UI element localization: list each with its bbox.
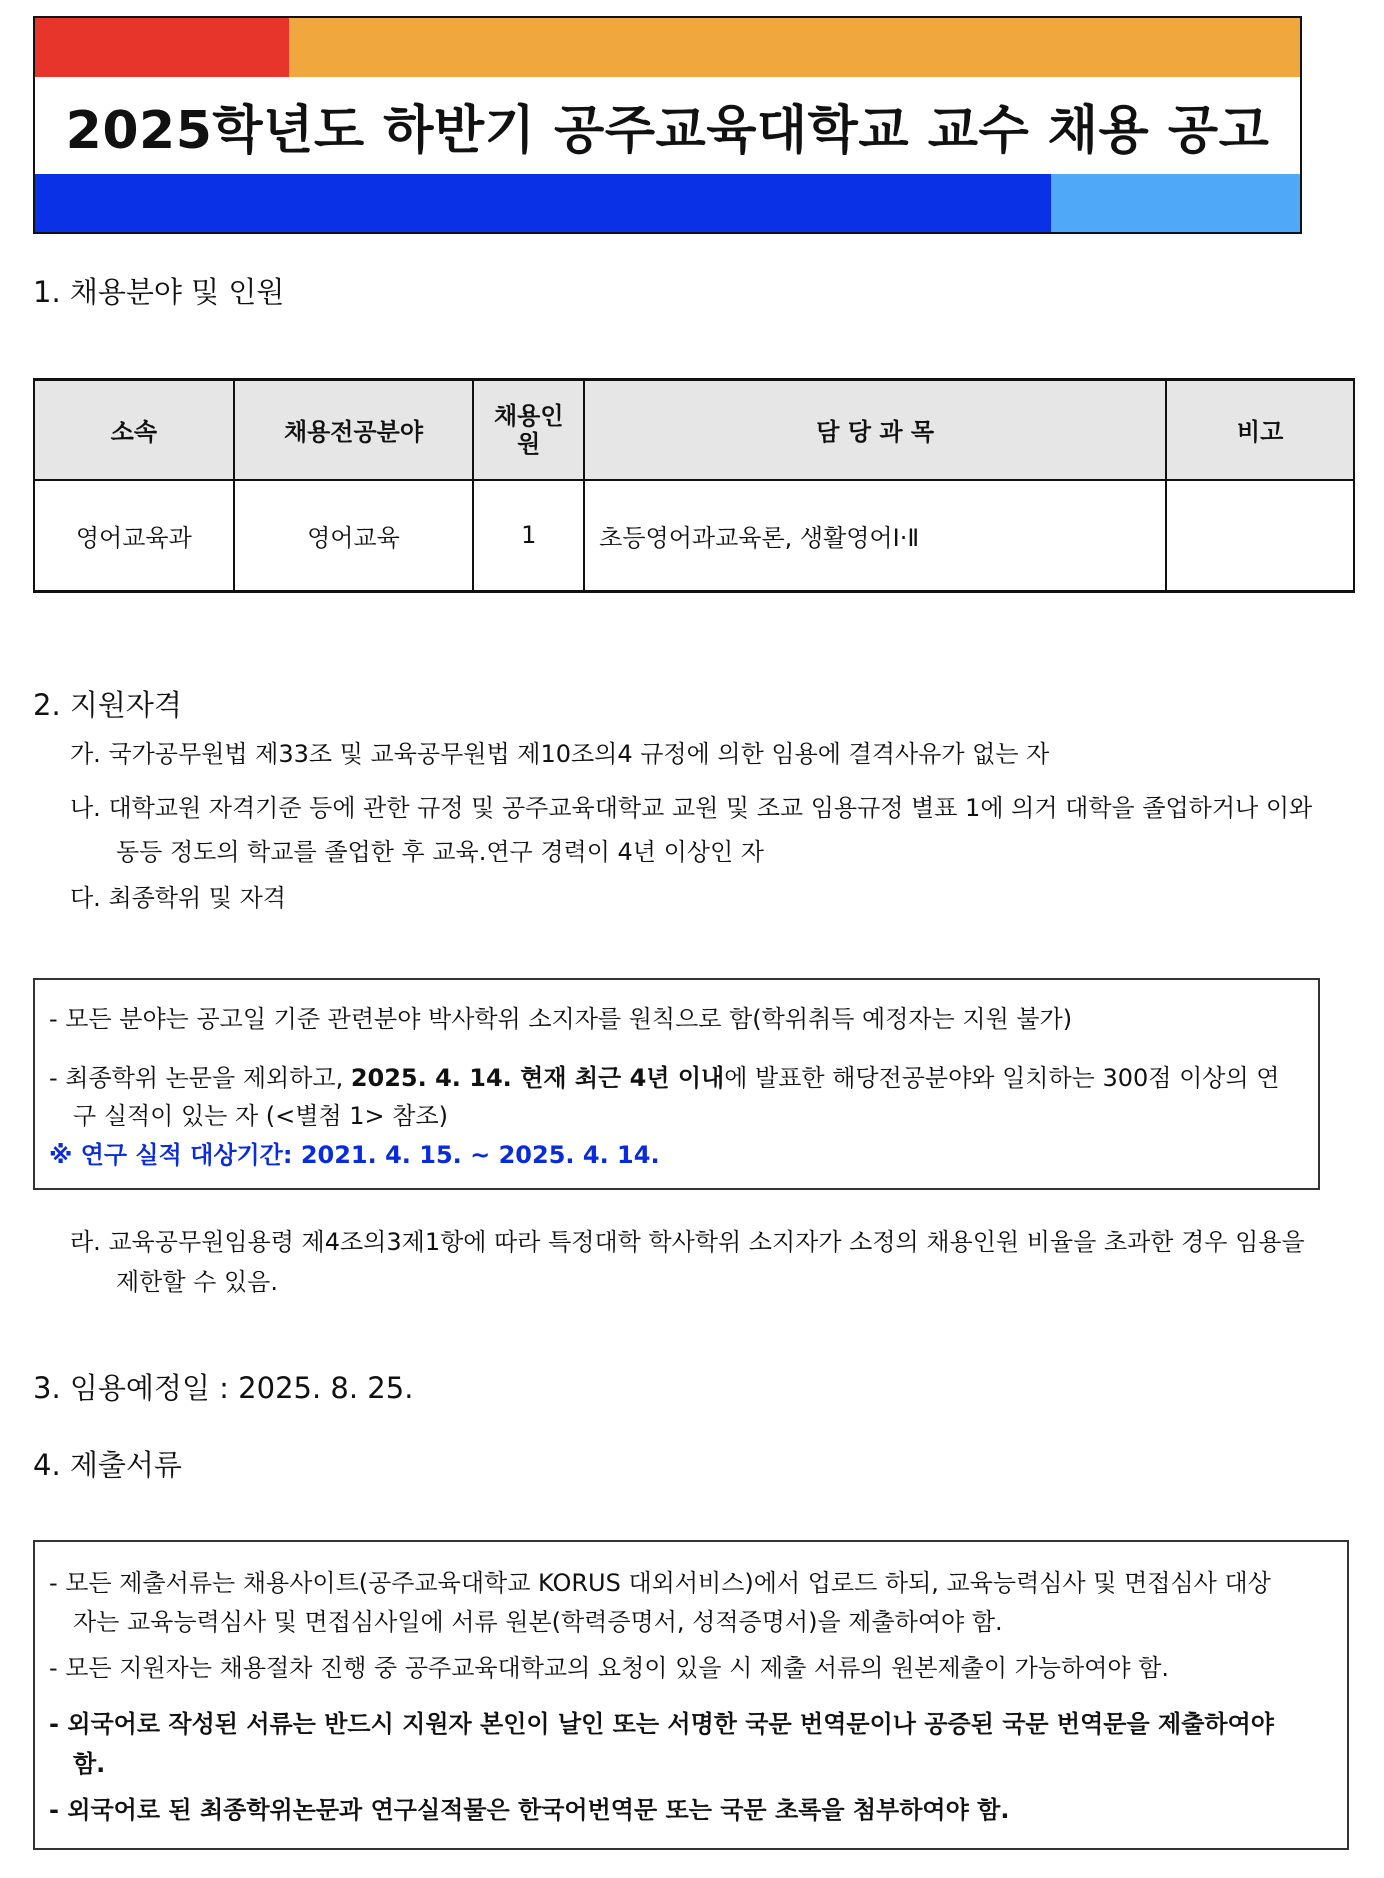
submission-line2: 자는 교육능력심사 및 면접심사일에 서류 원본(학력증명서, 성적증명서)을 제출하여야 함. <box>73 1608 1003 1636</box>
degree-req-line2 <box>49 1059 1304 1097</box>
degree-requirements-box <box>33 978 1320 1190</box>
submission-line4: - 외국어로 작성된 서류는 반드시 지원자 본인이 날인 또는 서명한 국문 번역문이나 공증된 국문 번역문을 제출하여야 <box>49 1710 1274 1738</box>
recruitment-table <box>33 378 1355 593</box>
section3-heading: 3. 임용예정일 : 2025. 8. 25. <box>33 1371 414 1405</box>
cell-major: 영어교육 <box>234 480 474 592</box>
qualification-item-na-cont: 동등 정도의 학교를 졸업한 후 교육.연구 경력이 4년 이상인 자 <box>116 838 764 866</box>
header-count <box>473 380 584 480</box>
table-header-row <box>34 380 1354 480</box>
cell-count: 1 <box>473 480 584 592</box>
header-count-line2: 원 <box>517 429 541 458</box>
research-period-note: ※ 연구 실적 대상기간: 2021. 4. 15. ~ 2025. 4. 14. <box>49 1141 660 1169</box>
header-note: 비고 <box>1166 380 1354 480</box>
banner-orange-stripe <box>289 18 1300 77</box>
submission-line6: - 외국어로 된 최종학위논문과 연구실적물은 한국어번역문 또는 국문 초록을 첨부하여야 함. <box>49 1796 1010 1824</box>
table-row <box>34 480 1354 592</box>
qualification-item-ra: 라. 교육공무원임용령 제4조의3제1항에 따라 특정대학 학사학위 소지자가 소정의 채용인원 비율을 초과한 경우 임용을 <box>70 1228 1305 1256</box>
degree-req-line1: - 모든 분야는 공고일 기준 관련분야 박사학위 소지자를 원칙으로 함(학위취득 예정자는 지원 불가) <box>49 1005 1073 1033</box>
cell-dept: 영어교육과 <box>34 480 234 592</box>
title-banner <box>33 16 1302 234</box>
banner-blue-stripe <box>35 174 1051 232</box>
page-title: 2025학년도 하반기 공주교육대학교 교수 채용 공고 <box>65 101 1270 161</box>
header-dept: 소속 <box>34 380 234 480</box>
qualification-item-na: 나. 대학교원 자격기준 등에 관한 규정 및 공주교육대학교 교원 및 조교 임용규정 별표 1에 의거 대학을 졸업하거나 이와 <box>70 794 1313 822</box>
header-count-line1: 채용인 <box>493 401 564 430</box>
degree-req-line2-pre: - 최종학위 논문을 제외하고, <box>49 1064 351 1092</box>
qualification-item-da: 다. 최종학위 및 자격 <box>70 884 286 912</box>
qualification-item-ra-cont: 제한할 수 있음. <box>116 1268 278 1296</box>
submission-line5: 함. <box>73 1750 106 1778</box>
submission-documents-box <box>33 1540 1349 1850</box>
degree-req-line2-post: 에 발표한 해당전공분야와 일치하는 300점 이상의 연 <box>724 1064 1280 1092</box>
header-subjects: 담 당 과 목 <box>584 380 1166 480</box>
section2-heading: 2. 지원자격 <box>33 688 182 722</box>
degree-req-line2-bold: 2025. 4. 14. 현재 최근 4년 이내 <box>350 1064 725 1092</box>
cell-note <box>1166 480 1354 592</box>
qualification-item-ga: 가. 국가공무원법 제33조 및 교육공무원법 제10조의4 규정에 의한 임용에 결격사유가 없는 자 <box>70 740 1050 768</box>
degree-req-line3: 구 실적이 있는 자 (<별첨 1> 참조) <box>73 1102 449 1130</box>
submission-line3: - 모든 지원자는 채용절차 진행 중 공주교육대학교의 요청이 있을 시 제출 서류의 원본제출이 가능하여야 함. <box>49 1654 1170 1682</box>
submission-line1: - 모든 제출서류는 채용사이트(공주교육대학교 KORUS 대외서비스)에서 업로드 하되, 교육능력심사 및 면접심사 대상 <box>49 1569 1271 1597</box>
banner-red-stripe <box>35 18 289 77</box>
section1-heading: 1. 채용분야 및 인원 <box>33 275 285 309</box>
header-major: 채용전공분야 <box>234 380 474 480</box>
banner-lightblue-stripe <box>1051 174 1300 232</box>
section4-heading: 4. 제출서류 <box>33 1448 182 1482</box>
cell-subjects: 초등영어과교육론, 생활영어Ⅰ·Ⅱ <box>584 480 1166 592</box>
